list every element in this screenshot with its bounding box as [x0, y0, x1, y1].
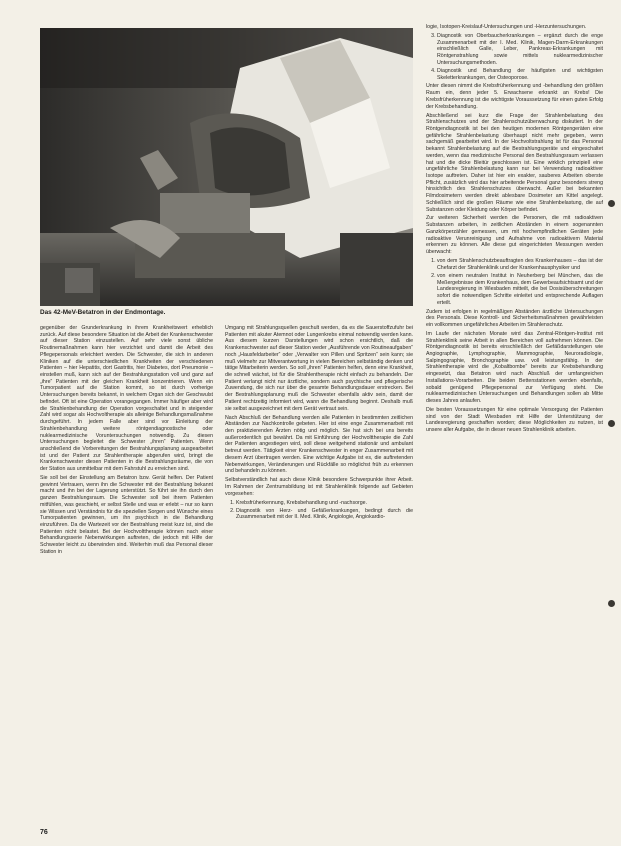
paragraph: Im Laufe der nächsten Monate wird das Zentral-Röntgen-Institut mit Strahlenklinik seine Arbeit in allen Bereichen voll aufnehmen können. Die Röntgendiagnostik ist bereits einschließlich der Gefäßdarstellungen wie Angiographie, Lymphographie, Mammographie, Neuroradiologie, Salpingographie, Bronchographie usw. voll leistungsfähig. In der Strahlentherapie wird die „Kobaltbombe“ bereits zur Krebsbehandlung eingesetzt, das Betatron wird nach Abschluß der umfangreichen Installations-Vorarbeiten. Die beiden Bettenstationen werden ebenfalls, sobald genügend Pflegepersonal zur Verfügung steht. Die nuklearmedizinischen Untersuchungen und Behandlungen sollen ab Mitte dieses Jahres anlaufen. [426, 330, 603, 405]
text-column-2 [225, 325, 413, 825]
paragraph: Nach Abschluß der Behandlung werden alle Patienten in bestimmten zeitlichen Abständen zur Nachkontrolle gebeten. Hier ist eine enge Zusammenarbeit mit den praktizierenden Ärzten nötig und möglich. Sie hat sich bei uns bereits außerordentlich gut bewährt. Da mit Einführung der Hochvolttherapie die Zahl der Patienten angestiegen wird, soll diese weitgehend stationär und ambulant betreut werden. Tätigkeit einer Krankenschwester in enger Zusammenarbeit mit diesem Arzt übertragen werden. Eine wichtige Aufgabe ist es, die auftretenden Nebenwirkungen, Veränderungen und Rückfälle so möglichst früh zu erkennen und behandeln zu können. [225, 414, 413, 475]
paragraph: Selbstverständlich hat auch diese Klinik besondere Schwerpunkte ihrer Arbeit. Im Rahmen der Zentrumsbildung ist mit Strahlenklinik folgende auf Gebieten vorgesehen: [225, 477, 413, 497]
paragraph: gegenüber der Grunderkrankung in ihrem Krankheitswert erheblich zurück. Auf diese besondere Situation ist die Arbeit der Krankenschwester auf dieser Station einzustellen. Auf sehr viele sonst übliche Routinemaßnahmen kann hier verzichtet und damit die Arbeit des Pflegepersonals erleichtert werden. Die Schwester, die sich in anderen Kliniken auf die unterschiedlichen Krankheiten der verschiedenen Patienten – hier Hepatitis, dort Gastritis, hier Diabetes, dort Pneumonie – einstellen muß, kann sich auf der Bestrahlungsstation voll und ganz auf „ihre“ Patienten mit der gleichen Krankheit konzentrieren. Wenn ein Tumorpatient auf die Station kommt, so ist durch vorherige Untersuchungen bereits bekannt, in welchem Organ sich der Geschwulst befindet. Oft ist eine Operation vorangegangen. Immer häufiger aber wird die Strahlenbehandlung der Operation vorgeschaltet und in steigender Zahl wird sogar als Hochvoltherapie als alleinige Behandlungsmaßnahme durchgeführt. In jedem Falle aber sind vor Einleitung der Strahlenbehandlung weitere röntgendiagnostische oder nuklearmedizinische Voruntersuchungen notwendig. Zu diesen Untersuchungen begleitet die Schwester „ihren“ Patienten. Wenn anschließend die Vorbereitungen der Bestrahlungsplanung ausgearbeitet ist und der Patient zur Strahlentherapie abgerufen wird, bringt die Krankenschwester diesen Patienten in die Bestrahlungsräume, die von der Station aus unmittelbar mit dem Fahrstuhl zu erreichen sind. [40, 325, 213, 473]
binder-hole [608, 200, 615, 207]
binder-hole [608, 420, 615, 427]
text-column-3 [426, 24, 603, 834]
list-item: 2. Diagnostik von Herz- und Gefäßerkrankungen, bedingt durch die Zusammenarbeit mit der II. Med. Klinik, Angiologie, Angiokardio- [236, 508, 413, 521]
list-item: 2. von einem neutralen Institut in Neuherberg bei München, das die Meßergebnisse dem Krankenhaus, dem Gewerbeaufsichtsamt und der Landesregierung in Wiesbaden mitteilt, die bei Dosisüberschreitungen sofort die notwendigen Schritte einleitet und entsprechende Auflagen erteilt. [437, 273, 603, 307]
betatron-illustration [40, 28, 413, 306]
betatron-photo [40, 28, 413, 306]
paragraph: Zudem ist erfolgen in regelmäßigen Abständen ärztliche Untersuchungen des Personals. Diese Kontroll- und Sicherheitsmaßnahmen gewährleisten ein vollkommen ungefährliches Arbeiten im Strahlenschutz. [426, 308, 603, 328]
focus-list [225, 500, 413, 522]
paragraph: Sie soll bei der Einstellung am Betatron bzw. Gerät helfen. Der Patient gewinnt Vertrauen, wenn ihn die Schwester mit der Bestrahlung bekannt macht und ihn bei der Lagerung unterstützt. So führt sie ihn durch den ganzen Bestrahlungsraum. Die Schwester soll bei ihrem Patienten mitfühlen, was geschieht, er selbst Stelle und was er erlebt – nur so kann sie Wissen und Verständnis für die speziellen Sorgen und Wünsche eines Tumorpatienten gewinnen, um ihn psychisch in die Behandlung einzuführen. Da die Wartezeit vor der Bestrahlung meist kurz ist, sind die Patienten nicht belastet. Bei der Hochvolttherapie können nach einer Behandlungsserie Nebenwirkungen auftreten, die jedoch mit Hilfe der Schwester leicht zu überwinden sind. Weiterhin muß das Personal dieser Station in [40, 475, 213, 555]
photo-caption: Das 42-MeV-Betatron in der Endmontage. [40, 309, 166, 316]
paragraph: Abschließend sei kurz die Frage der Strahlenbelastung des Strahlenschutzes und der Strahlenschutzüberwachung diskutiert. In der Röntgendiagnostik ist bei den heutigen modernen Röntgengeräten eine gefährliche Strahlenbelastung überhaupt nicht mehr gegeben, wenn sachgemäß gearbeitet wird. In der Hochvoltstrahlung ist für das Personal bekannt Strahlenbelastung auf die Bestrahlungsgeräte und eingeschaltet werden, wenn das medizinische Personal den Bestrahlungsraum verlassen hat und die dicke Bleitür geschlossen ist. Eine wirklich prinzipiell eine ungefährliche Strahlenbelastung kann nur bei Verwendung radioaktiver Isotope auftreten. Daher ist hier ein exakter, sauberes Arbeiten oberste Pflicht, zusätzlich wird das hier arbeitende Personal ganz besonders streng hinsichtlich des Strahlenschutzes überwacht. Außer bei bekannten Filmdosimetern werden direkt ablesbare Dosimeter am Kittel angelegt. Schließlich sind die großen Räume wie eine Strahlenbelastung, die auf Substanzen oder Kleidung oder Körper befindet. [426, 112, 603, 213]
focus-list-continued [426, 33, 603, 82]
list-item: 3. Diagnostik von Oberbaucherkrankungen – ergänzt durch die enge Zusammenarbeit mit der I. Med. Klinik, Magen-Darm-Erkrankungen einschließlich Galle, Leber, Pankreas-Erkrankungen mit Röntgenstrahlung sowie mittels nuklearmedizinischer Untersuchungsmethoden. [437, 33, 603, 67]
text-column-1 [40, 325, 213, 825]
binder-hole [608, 600, 615, 607]
paragraph: Unter diesen nimmt die Krebsfrüherkennung und -behandlung den größten Raum ein, denn jeder 5. Erwachsene erkrankt an Krebs! Die Krebsfrüherkennung ist die wichtigste Voraussetzung für einen guten Erfolg der Krebsbehandlung. [426, 83, 603, 110]
paragraph: logie, Isotopen-Kreislauf-Untersuchungen und -Herzuntersuchungen. [426, 24, 587, 30]
paragraph: Die besten Voraussetzungen für eine optimale Versorgung der Patienten sind von der Stadt Wiesbaden mit Hilfe der Unterstützung der Landesregierung geschaffen worden; diese Möglichkeiten zu nutzen, ist unsere aller Aufgabe, die in dieser neuen Strahlenklinik arbeiten. [426, 406, 603, 434]
paragraph: Umgang mit Strahlungsquellen geschult werden, da es die Sauerstoffzufuhr bei Patienten mit akuter Atemnot oder Lungenkrebs einmal notwendig werden kann. Aus diesem kurzen Darstellungen wird schon ersichtlich, daß die Krankenschwester auf dieser Station weder „Ausführende von Routineaufgaben“ noch „Hausfeldarbeiter“ oder „Verwalter von Pillen und Spritzen“ sein kann; sie muß vielmehr zur Mitverantwortung in vielen Bereichen selbständig denken und tätige Mitarbeiterin werden. So soll „ihren“ Patienten helfen, denn eine Krankheit, die schnell wächst, ist für die Strahlentherapie nicht einfach zu behandeln. Der Patient verlangt nicht nur ärztliche, sondern auch psychische und pflegerische Zuwendung, die sich nur über die gesamte Behandlungsdauer erstrecken. Bei der Bestrahlungsplanung muß die Schwester ebenfalls aktiv sein, damit der Patient rechtzeitig informiert wird, wann die Behandlung beginnt. Deshalb muß sie selbst ausgezeichnet mit dem Gerät vertraut sein. [225, 325, 413, 412]
list-item: 1. Krebsfrüherkennung, Krebsbehandlung und -nachsorge. [236, 500, 413, 507]
list-item: 1. von dem Strahlenschutzbeauftragten des Krankenhauses – das ist der Chefarzt der Strahlenklinik und der Krankenhausphysiker und [437, 258, 603, 271]
page-number: 76 [40, 829, 48, 836]
paragraph: Zur weiteren Sicherheit werden die Personen, die mit radioaktiven Substanzen arbeiten, in zeitlichen Abständen in einem sogenannten Ganzkörperzähler gemessen, um mit hochempfindlichen Geräten jede radioaktive Verunreinigung und Aufnahme von radioaktivem Material erkennen zu können. Alle diese gut eingerichteten Messungen werden überwacht: [426, 215, 603, 256]
monitoring-list [426, 258, 603, 307]
list-item: 4. Diagnostik und Behandlung der häufigsten und wichtigsten Skeletterkrankungen, der Osteoporose. [437, 68, 603, 81]
